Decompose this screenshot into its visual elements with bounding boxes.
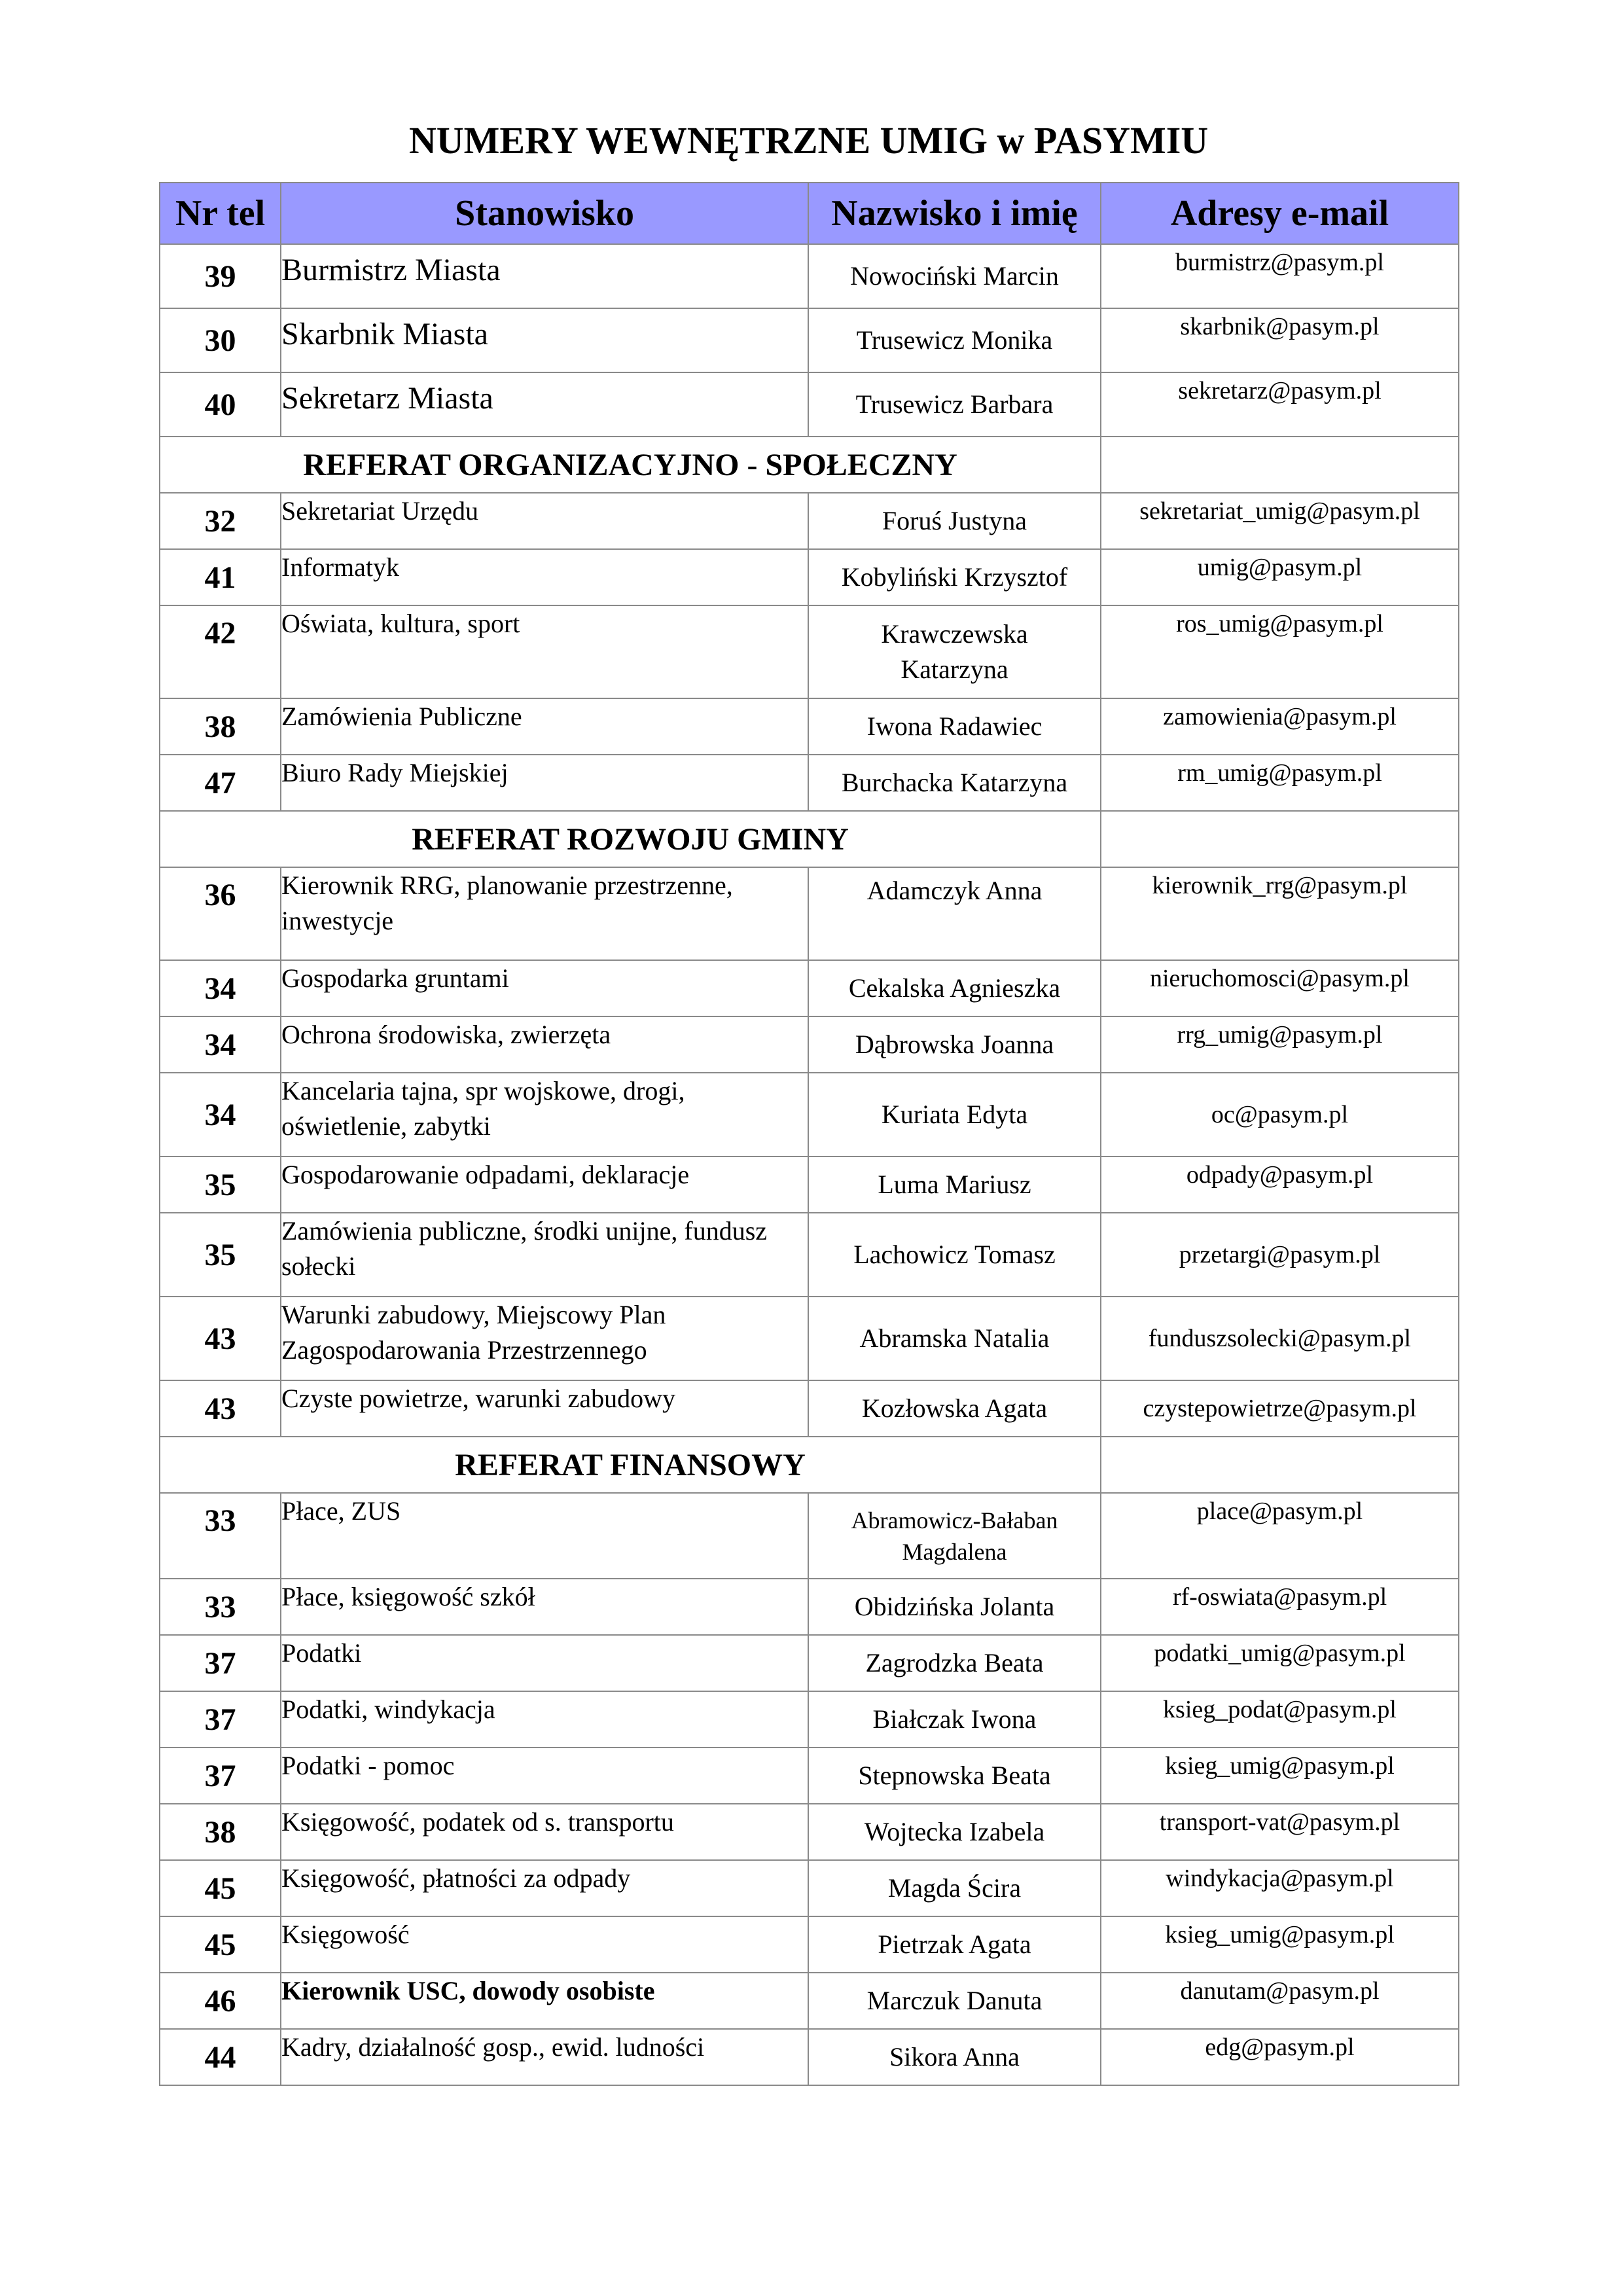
table-row <box>160 1691 1459 1748</box>
table-row <box>160 2029 1459 2085</box>
person-name: Abramska Natalia <box>808 1297 1101 1380</box>
table-row <box>160 1016 1459 1073</box>
page-title: NUMERY WEWNĘTRZNE UMIG w PASYMIU <box>408 119 1209 162</box>
phone-number: 30 <box>160 308 281 372</box>
position: Burmistrz Miasta <box>281 244 808 308</box>
section-empty-cell <box>1101 1437 1459 1493</box>
table-row <box>160 605 1459 698</box>
person-name: Iwona Radawiec <box>808 698 1101 755</box>
phone-number: 44 <box>160 2029 281 2085</box>
position: Biuro Rady Miejskiej <box>281 755 808 811</box>
position: Kancelaria tajna, spr wojskowe, drogi, oświetlenie, zabytki <box>281 1073 808 1157</box>
table-row <box>160 1579 1459 1635</box>
position: Księgowość <box>281 1916 808 1973</box>
person-name: Kobyliński Krzysztof <box>808 549 1101 605</box>
phone-number: 35 <box>160 1157 281 1213</box>
email-address: burmistrz@pasym.pl <box>1101 244 1459 308</box>
phone-number: 45 <box>160 1916 281 1973</box>
phone-number: 45 <box>160 1860 281 1916</box>
position: Ochrona środowiska, zwierzęta <box>281 1016 808 1073</box>
phone-number: 32 <box>160 493 281 549</box>
section-row <box>160 811 1459 867</box>
person-name: Zagrodzka Beata <box>808 1635 1101 1691</box>
section-heading: REFERAT FINANSOWY <box>160 1437 1101 1493</box>
header-nazwisko: Nazwisko i imię <box>808 183 1101 244</box>
position: Księgowość, płatności za odpady <box>281 1860 808 1916</box>
table-row <box>160 372 1459 437</box>
person-name: Wojtecka Izabela <box>808 1804 1101 1860</box>
position: Gospodarka gruntami <box>281 960 808 1016</box>
phone-number: 37 <box>160 1635 281 1691</box>
position: Płace, księgowość szkół <box>281 1579 808 1635</box>
person-name: Dąbrowska Joanna <box>808 1016 1101 1073</box>
email-address: ksieg_umig@pasym.pl <box>1101 1916 1459 1973</box>
table-row <box>160 755 1459 811</box>
email-address: podatki_umig@pasym.pl <box>1101 1635 1459 1691</box>
table-row <box>160 1973 1459 2029</box>
table-row <box>160 549 1459 605</box>
person-name: Nowociński Marcin <box>808 244 1101 308</box>
email-address: sekretarz@pasym.pl <box>1101 372 1459 437</box>
phone-number: 43 <box>160 1380 281 1437</box>
phone-number: 35 <box>160 1213 281 1297</box>
phone-number: 37 <box>160 1748 281 1804</box>
email-address: edg@pasym.pl <box>1101 2029 1459 2085</box>
phone-number: 38 <box>160 1804 281 1860</box>
header-email: Adresy e-mail <box>1101 183 1459 244</box>
email-address: rf-oswiata@pasym.pl <box>1101 1579 1459 1635</box>
email-address: kierownik_rrg@pasym.pl <box>1101 867 1459 960</box>
position: Zamówienia publiczne, środki unijne, fundusz sołecki <box>281 1213 808 1297</box>
header-nr-tel: Nr tel <box>160 183 281 244</box>
email-address: ros_umig@pasym.pl <box>1101 605 1459 698</box>
email-address: zamowienia@pasym.pl <box>1101 698 1459 755</box>
position: Kierownik USC, dowody osobiste <box>281 1973 808 2029</box>
section-heading: REFERAT ORGANIZACYJNO - SPOŁECZNY <box>160 437 1101 493</box>
email-address: sekretariat_umig@pasym.pl <box>1101 493 1459 549</box>
position: Czyste powietrze, warunki zabudowy <box>281 1380 808 1437</box>
person-name: Pietrzak Agata <box>808 1916 1101 1973</box>
phone-number: 41 <box>160 549 281 605</box>
phone-number: 34 <box>160 1073 281 1157</box>
position: Podatki, windykacja <box>281 1691 808 1748</box>
position: Gospodarowanie odpadami, deklaracje <box>281 1157 808 1213</box>
email-address: danutam@pasym.pl <box>1101 1973 1459 2029</box>
table-row <box>160 244 1459 308</box>
person-name: Foruś Justyna <box>808 493 1101 549</box>
table-row <box>160 1804 1459 1860</box>
phone-number: 38 <box>160 698 281 755</box>
position: Sekretariat Urzędu <box>281 493 808 549</box>
email-address: ksieg_podat@pasym.pl <box>1101 1691 1459 1748</box>
phone-number: 46 <box>160 1973 281 2029</box>
table-row <box>160 1748 1459 1804</box>
phone-number: 33 <box>160 1579 281 1635</box>
phone-number: 47 <box>160 755 281 811</box>
header-stanowisko: Stanowisko <box>281 183 808 244</box>
email-address: odpady@pasym.pl <box>1101 1157 1459 1213</box>
table-row <box>160 867 1459 960</box>
position: Płace, ZUS <box>281 1493 808 1579</box>
person-name: Trusewicz Barbara <box>808 372 1101 437</box>
person-name: Krawczewska Katarzyna <box>808 605 1101 698</box>
phone-number: 42 <box>160 605 281 698</box>
email-address: ksieg_umig@pasym.pl <box>1101 1748 1459 1804</box>
position: Księgowość, podatek od s. transportu <box>281 1804 808 1860</box>
person-name: Obidzińska Jolanta <box>808 1579 1101 1635</box>
email-address: oc@pasym.pl <box>1101 1073 1459 1157</box>
phone-number: 36 <box>160 867 281 960</box>
section-row <box>160 437 1459 493</box>
table-row <box>160 308 1459 372</box>
email-address: place@pasym.pl <box>1101 1493 1459 1579</box>
email-address: transport-vat@pasym.pl <box>1101 1804 1459 1860</box>
table-row <box>160 1860 1459 1916</box>
person-name: Burchacka Katarzyna <box>808 755 1101 811</box>
person-name: Marczuk Danuta <box>808 1973 1101 2029</box>
table-row <box>160 1635 1459 1691</box>
phone-number: 33 <box>160 1493 281 1579</box>
person-name: Magda Ścira <box>808 1860 1101 1916</box>
phone-number: 40 <box>160 372 281 437</box>
phone-number: 39 <box>160 244 281 308</box>
email-address: skarbnik@pasym.pl <box>1101 308 1459 372</box>
phone-number: 34 <box>160 1016 281 1073</box>
table-row <box>160 1213 1459 1297</box>
email-address: umig@pasym.pl <box>1101 549 1459 605</box>
position: Podatki - pomoc <box>281 1748 808 1804</box>
table-row <box>160 698 1459 755</box>
phone-directory-table <box>159 182 1459 2086</box>
person-name: Stepnowska Beata <box>808 1748 1101 1804</box>
phone-number: 43 <box>160 1297 281 1380</box>
position: Sekretarz Miasta <box>281 372 808 437</box>
table-row <box>160 1297 1459 1380</box>
email-address: czystepowietrze@pasym.pl <box>1101 1380 1459 1437</box>
section-row <box>160 1437 1459 1493</box>
email-address: windykacja@pasym.pl <box>1101 1860 1459 1916</box>
phone-number: 34 <box>160 960 281 1016</box>
email-address: funduszsolecki@pasym.pl <box>1101 1297 1459 1380</box>
person-name: Sikora Anna <box>808 2029 1101 2085</box>
email-address: rrg_umig@pasym.pl <box>1101 1016 1459 1073</box>
position: Zamówienia Publiczne <box>281 698 808 755</box>
table-row <box>160 960 1459 1016</box>
person-name: Lachowicz Tomasz <box>808 1213 1101 1297</box>
email-address: nieruchomosci@pasym.pl <box>1101 960 1459 1016</box>
position: Oświata, kultura, sport <box>281 605 808 698</box>
person-name: Adamczyk Anna <box>808 867 1101 960</box>
position: Informatyk <box>281 549 808 605</box>
phone-number: 37 <box>160 1691 281 1748</box>
table-row <box>160 1073 1459 1157</box>
table-header-row <box>160 183 1459 244</box>
position: Skarbnik Miasta <box>281 308 808 372</box>
person-name: Trusewicz Monika <box>808 308 1101 372</box>
table-row <box>160 1493 1459 1579</box>
section-heading: REFERAT ROZWOJU GMINY <box>160 811 1101 867</box>
person-name: Cekalska Agnieszka <box>808 960 1101 1016</box>
person-name: Kuriata Edyta <box>808 1073 1101 1157</box>
email-address: rm_umig@pasym.pl <box>1101 755 1459 811</box>
table-row <box>160 493 1459 549</box>
table-row <box>160 1157 1459 1213</box>
position: Kierownik RRG, planowanie przestrzenne, inwestycje <box>281 867 808 960</box>
person-name: Kozłowska Agata <box>808 1380 1101 1437</box>
person-name: Abramowicz-Bałaban Magdalena <box>808 1493 1101 1579</box>
position: Kadry, działalność gosp., ewid. ludności <box>281 2029 808 2085</box>
table-row <box>160 1916 1459 1973</box>
position: Podatki <box>281 1635 808 1691</box>
position: Warunki zabudowy, Miejscowy Plan Zagospodarowania Przestrzennego <box>281 1297 808 1380</box>
table-row <box>160 1380 1459 1437</box>
person-name: Białczak Iwona <box>808 1691 1101 1748</box>
email-address: przetargi@pasym.pl <box>1101 1213 1459 1297</box>
section-empty-cell <box>1101 437 1459 493</box>
person-name: Luma Mariusz <box>808 1157 1101 1213</box>
section-empty-cell <box>1101 811 1459 867</box>
